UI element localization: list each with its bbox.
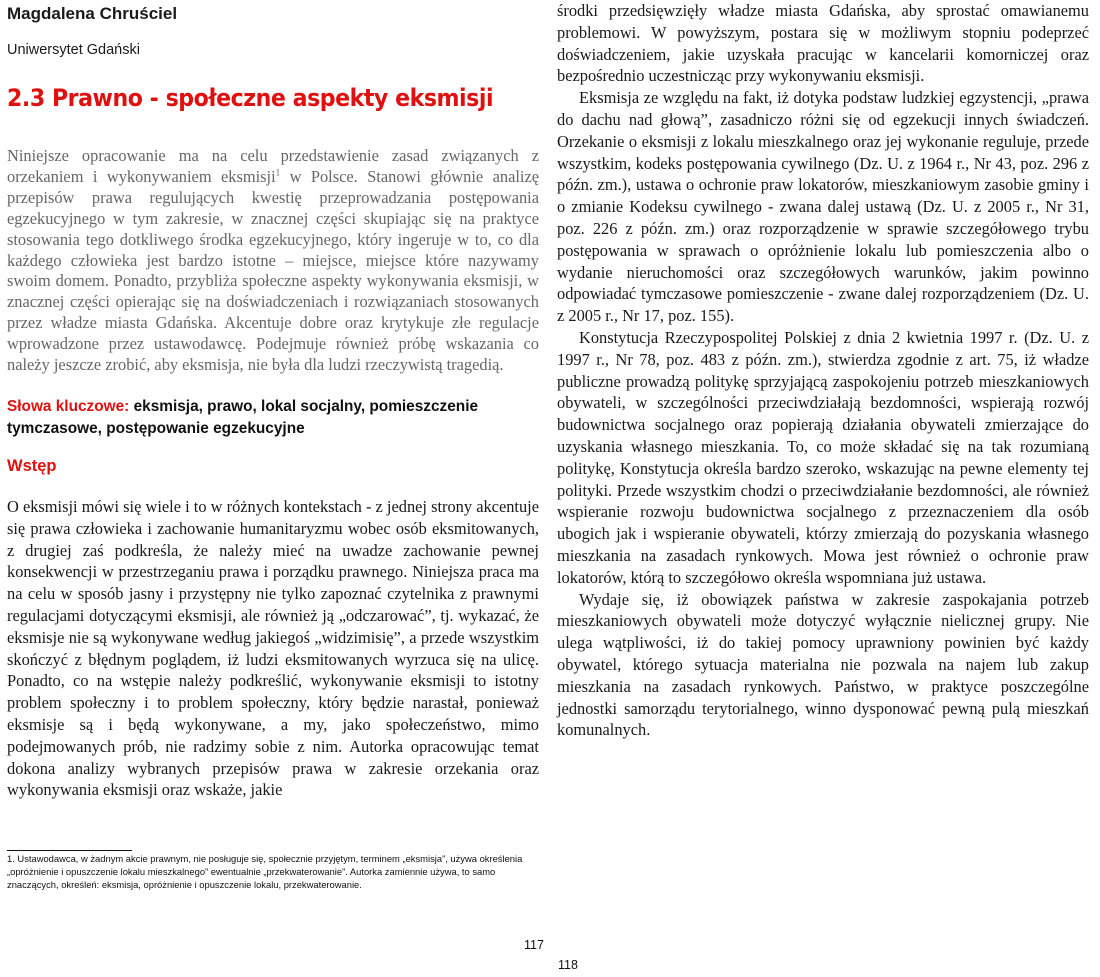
author-name: Magdalena Chruściel [7, 4, 178, 23]
left-page-column [7, 0, 539, 801]
page-number-left: 117 [524, 938, 544, 952]
abstract-text-start: Niniejsze opracowanie ma na celu przedstawienie zasad związanych z orzekaniem i wykonywaniem eksmisji [7, 146, 539, 186]
section-title: 2.3 Prawno - społeczne aspekty eksmisji [7, 84, 494, 112]
keywords-label: Słowa kluczowe: [7, 397, 130, 415]
paragraph-continuation: środki przedsięwzięły władze miasta Gdańska, aby sprostać omawianemu problemowi. W powyższym, postara się w możliwym stopniu podeprzeć doświadczeniem, jakie uzyskała pracując w kancelarii komorniczej oraz bezpośrednio uczestnicząc przy wykonywaniu eksmisji. [557, 1, 1089, 86]
paragraph-eksmisja: Eksmisja ze względu na fakt, iż dotyka podstaw ludzkiej egzystencji, „prawa do dachu nad głową”, zasadniczo różni się od egzekucji innych świadczeń. Orzekanie o eksmisji z lokalu mieszkalnego oraz jej wykonanie reguluje, przede wszystkim, kodeks postępowania cywilnego (Dz. U. z 1964 r., Nr 43, poz. 296 z późn. zm.), ustawa o ochronie praw lokatorów, mieszkaniowym zasobie gminy i o zmianie Kodeksu cywilnego - zwana dalej ustawą (Dz. U. z 2005 r., Nr 31, poz. 226 z późn. zm.) oraz rozporządzenie w sprawie szczegółowego trybu postępowania w sprawach o opróżnienie lokalu lub pomieszczenia albo o wydanie nieruchomości oraz szczegółowych warunków, jakim powinno odpowiadać tymczasowe pomieszczenie - zwane dalej rozporządzeniem (Dz. U. z 2005 r., Nr 17, poz. 155). [557, 88, 1089, 326]
keywords [7, 396, 539, 440]
abstract-text-end: w Polsce. Stanowi głównie analizę przepisów prawa regulujących kwestię przeprowadzania postępowania egzekucyjnego w tym zakresie, w znacznej części skupiając się na praktyce stosowania tego dotkliwego środka egzekucyjnego, który ingeruje w to, co dla każdego człowieka jest bardzo istotne – miejsce, miejsce które nazywamy swoim domem. Ponadto, przybliża społeczne aspekty wykonywania eksmisji, w znacznej części opierając się na doświadczeniach i rozwiązaniach stosowanych przez władze miasta Gdańska. Akcentuje dobre oraz krytykuje złe regulacje wprowadzone przez ustawodawcę. Podejmuje również próbę wskazania co należy jeszcze zrobić, aby eksmisja, nie była dla ludzi rzeczywistą tragedią. [7, 166, 539, 375]
paragraph-obowiazek-panstwa: Wydaje się, iż obowiązek państwa w zakresie zaspokajania potrzeb mieszkaniowych obywateli może dotyczyć wyłącznie nielicznej grupy. Nie ulega wątpliwości, iż do takiej pomocy uprawniony powinien być każdy obywatel, którego sytuacja materialna nie pozwala na najem lub zakup mieszkania na zasadach rynkowych. Państwo, w praktyce poszczególne jednostki samorządu terytorialnego, winno dysponować pewną pulą mieszkań komunalnych. [557, 589, 1089, 740]
intro-paragraph: O eksmisji mówi się wiele i to w różnych kontekstach - z jednej strony akcentuje się prawa człowieka i zachowanie humanitaryzmu wobec osób eksmitowanych, z drugiej zaś podkreśla, że należy mieć na uwadze zachowanie pewnej konsekwencji w przestrzeganiu prawa i porządku prawnego. Niniejsza praca ma na celu w sposób jasny i przystępny nie tylko zapoznać czytelnika z prawnymi regulacjami dotyczącymi eksmisji, ale również ją „odczarować”, tj. wykazać, że eksmisje nie są wykonywane według jakiegoś „widzimisię”, a przede wszystkim skończyć z błędnym poglądem, iż ludzi eksmitowanych wyrzuca się na ulicę. Ponadto, co na wstępie należy podkreślić, wykonywanie eksmisji to istotny problem społeczny i to problem społeczny, który będzie narastał, ponieważ eksmisje są i będą wykonywane, a my, jako społeczeństwo, mimo podejmowanych prób, nie radzimy sobie z nim. Autorka opracowując temat dokona analizy wybranych przepisów prawa w zakresie orzekania oraz wykonywania eksmisji oraz wskaże, jakie [7, 496, 539, 800]
footnote: 1. Ustawodawca, w żadnym akcie prawnym, nie posługuje się, społecznie przyjętym, terminem „eksmisja”, używa określenia „opróżnienie i opuszczenie lokalu mieszkalnego” ewentualnie „przekwaterowanie”. Autorka zamiennie używa, to samo znaczących, określeń: eksmisja, opróżnienie i opuszczenie lokalu, przekwaterowanie. [7, 853, 523, 890]
footnote-marker: 1 [275, 167, 281, 178]
abstract [7, 146, 539, 376]
right-page-column [557, 0, 1089, 741]
author-affiliation: Uniwersytet Gdański [7, 42, 140, 58]
keywords-text: eksmisja, prawo, lokal socjalny, pomieszczenie tymczasowe, postępowanie egzekucyjne [7, 397, 479, 437]
page-number-right: 118 [558, 958, 578, 972]
footnote-divider [7, 850, 132, 851]
intro-heading: Wstęp [7, 456, 57, 475]
paragraph-konstytucja: Konstytucja Rzeczypospolitej Polskiej z dnia 2 kwietnia 1997 r. (Dz. U. z 1997 r., Nr 78, poz. 483 z późn. zm.), stwierdza zgodnie z art. 75, iż władze publiczne prowadzą politykę sprzyjającą zaspokojeniu potrzeb mieszkaniowych obywateli, w szczególności przeciwdziałają bezdomności, wspierają rozwój budownictwa socjalnego oraz popierają działania obywateli zmierzające do uzyskania własnego mieszkania. To, co może składać się na tak rozumianą politykę, Konstytucja określa bardzo szeroko, wskazując na pewne elementy tej polityki. Przede wszystkim chodzi o przeciwdziałanie bezdomności, ale również wspieranie rozwoju budownictwa socjalnego z przeznaczeniem dla osób ubogich jak i wspieranie obywateli, którzy zmierzają do pozyskania własnego mieszkania na zasadach rynkowych. Mowa jest również o ochronie praw lokatorów, którą to szczegółowo określa wspomniana już ustawa. [557, 327, 1089, 587]
